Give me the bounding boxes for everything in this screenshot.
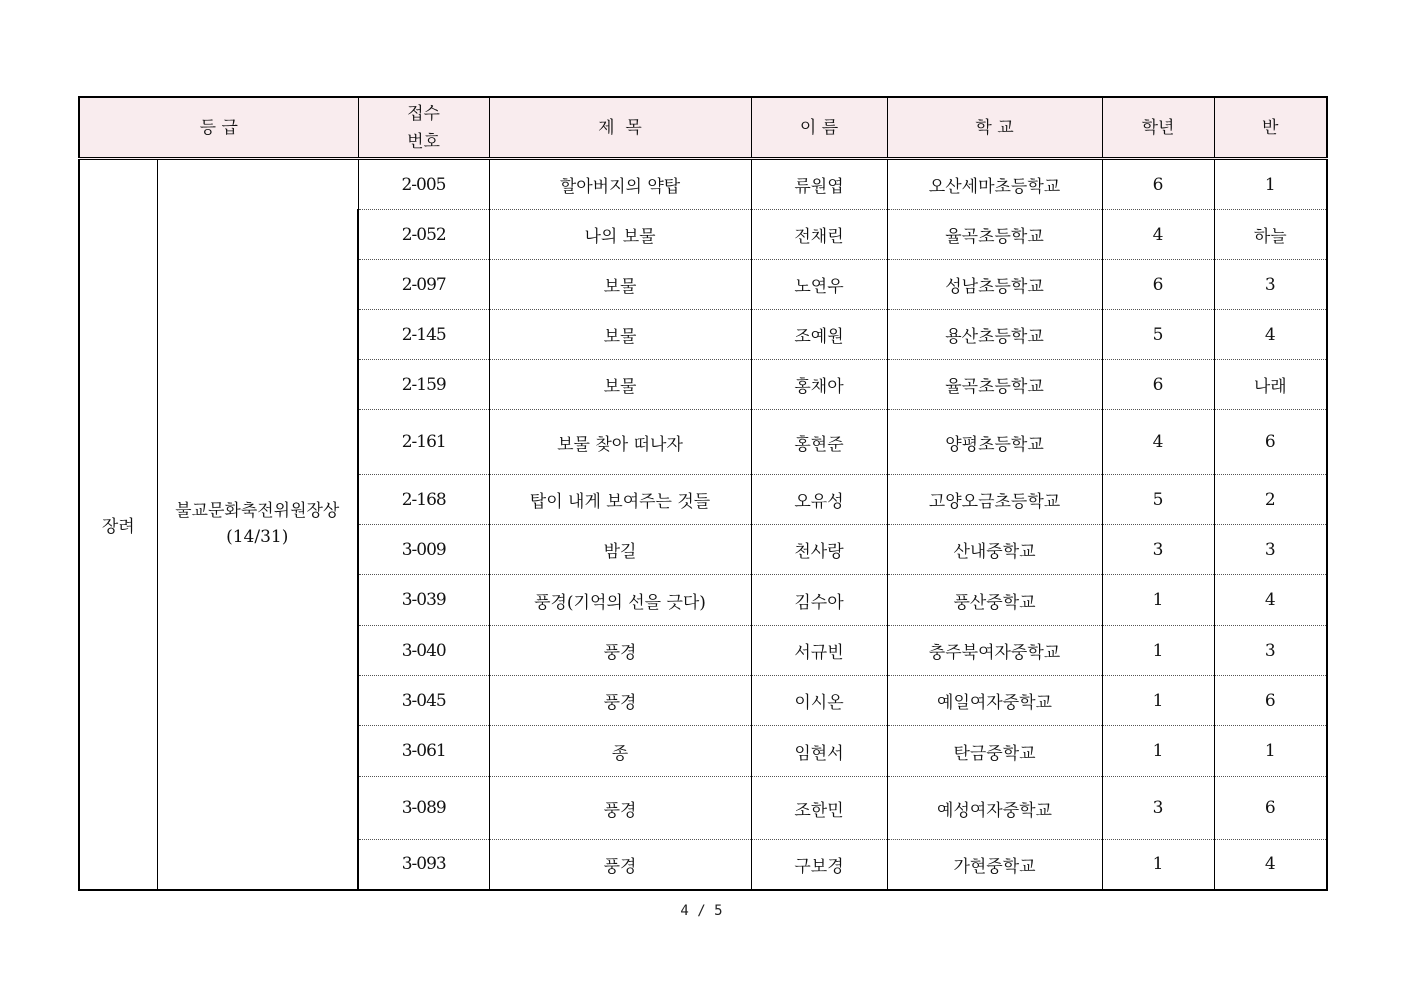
name-cell: 조예원	[751, 310, 887, 360]
year-cell: 6	[1102, 360, 1214, 410]
class-cell: 하늘	[1214, 210, 1327, 260]
school-cell: 고양오금초등학교	[887, 475, 1102, 525]
name-cell: 홍현준	[751, 410, 887, 475]
year-cell: 4	[1102, 410, 1214, 475]
title-cell: 할아버지의 약탑	[489, 159, 751, 210]
class-cell: 3	[1214, 626, 1327, 676]
school-cell: 산내중학교	[887, 525, 1102, 575]
name-cell: 천사랑	[751, 525, 887, 575]
entry-no-cell: 2-161	[358, 410, 489, 475]
title-cell: 풍경(기억의 선을 긋다)	[489, 575, 751, 626]
school-cell: 풍산중학교	[887, 575, 1102, 626]
class-cell: 4	[1214, 840, 1327, 890]
school-cell: 가현중학교	[887, 840, 1102, 890]
class-cell: 6	[1214, 777, 1327, 840]
school-cell: 성남초등학교	[887, 260, 1102, 310]
title-cell: 보물 찾아 떠나자	[489, 410, 751, 475]
school-cell: 양평초등학교	[887, 410, 1102, 475]
entry-no-cell: 3-040	[358, 626, 489, 676]
class-cell: 1	[1214, 159, 1327, 210]
table-row	[79, 159, 1327, 210]
name-cell: 노연우	[751, 260, 887, 310]
class-cell: 3	[1214, 260, 1327, 310]
year-cell: 3	[1102, 777, 1214, 840]
year-cell: 1	[1102, 626, 1214, 676]
year-cell: 4	[1102, 210, 1214, 260]
title-cell: 풍경	[489, 626, 751, 676]
entry-no-cell: 2-052	[358, 210, 489, 260]
entry-no-cell: 2-145	[358, 310, 489, 360]
title-cell: 보물	[489, 310, 751, 360]
name-cell: 이시온	[751, 676, 887, 726]
class-cell: 4	[1214, 575, 1327, 626]
school-cell: 오산세마초등학교	[887, 159, 1102, 210]
header-year: 학년	[1102, 97, 1214, 159]
title-cell: 나의 보물	[489, 210, 751, 260]
year-cell: 1	[1102, 726, 1214, 777]
entry-no-cell: 2-005	[358, 159, 489, 210]
title-cell: 보물	[489, 260, 751, 310]
title-cell: 풍경	[489, 777, 751, 840]
title-cell: 탑이 내게 보여주는 것들	[489, 475, 751, 525]
title-cell: 보물	[489, 360, 751, 410]
entry-no-cell: 3-009	[358, 525, 489, 575]
entry-no-cell: 3-039	[358, 575, 489, 626]
award-name: 불교문화축전위원장상	[175, 501, 340, 522]
class-cell: 3	[1214, 525, 1327, 575]
year-cell: 3	[1102, 525, 1214, 575]
awards-table	[78, 96, 1328, 891]
year-cell: 1	[1102, 840, 1214, 890]
name-cell: 조한민	[751, 777, 887, 840]
title-cell: 풍경	[489, 676, 751, 726]
class-cell: 나래	[1214, 360, 1327, 410]
entry-no-cell: 3-089	[358, 777, 489, 840]
title-cell: 종	[489, 726, 751, 777]
year-cell: 1	[1102, 676, 1214, 726]
entry-no-cell: 2-097	[358, 260, 489, 310]
class-cell: 2	[1214, 475, 1327, 525]
school-cell: 율곡초등학교	[887, 210, 1102, 260]
entry-no-cell: 3-093	[358, 840, 489, 890]
school-cell: 탄금중학교	[887, 726, 1102, 777]
class-cell: 1	[1214, 726, 1327, 777]
award-cell	[157, 159, 358, 890]
award-count: (14/31)	[226, 527, 289, 548]
year-cell: 5	[1102, 475, 1214, 525]
entry-no-cell: 2-159	[358, 360, 489, 410]
name-cell: 구보경	[751, 840, 887, 890]
header-entry-no-line2: 번호	[407, 131, 440, 152]
year-cell: 6	[1102, 260, 1214, 310]
header-school: 학 교	[887, 97, 1102, 159]
school-cell: 충주북여자중학교	[887, 626, 1102, 676]
school-cell: 용산초등학교	[887, 310, 1102, 360]
name-cell: 김수아	[751, 575, 887, 626]
class-cell: 6	[1214, 676, 1327, 726]
entry-no-cell: 3-045	[358, 676, 489, 726]
school-cell: 율곡초등학교	[887, 360, 1102, 410]
header-name: 이 름	[751, 97, 887, 159]
page-number: 4 / 5	[680, 903, 723, 919]
entry-no-cell: 2-168	[358, 475, 489, 525]
header-class: 반	[1214, 97, 1327, 159]
title-cell: 밤길	[489, 525, 751, 575]
school-cell: 예성여자중학교	[887, 777, 1102, 840]
name-cell: 홍채아	[751, 360, 887, 410]
header-grade: 등 급	[79, 97, 358, 159]
header-entry-no	[358, 97, 489, 159]
title-cell: 풍경	[489, 840, 751, 890]
header-title: 제 목	[489, 97, 751, 159]
name-cell: 서규빈	[751, 626, 887, 676]
school-cell: 예일여자중학교	[887, 676, 1102, 726]
name-cell: 류원엽	[751, 159, 887, 210]
year-cell: 6	[1102, 159, 1214, 210]
name-cell: 전채린	[751, 210, 887, 260]
table-header-row	[79, 97, 1327, 159]
year-cell: 1	[1102, 575, 1214, 626]
class-cell: 6	[1214, 410, 1327, 475]
year-cell: 5	[1102, 310, 1214, 360]
header-entry-no-line1: 접수	[407, 103, 440, 124]
table-body	[79, 159, 1327, 890]
class-cell: 4	[1214, 310, 1327, 360]
name-cell: 임현서	[751, 726, 887, 777]
entry-no-cell: 3-061	[358, 726, 489, 777]
grade-cell: 장려	[79, 159, 157, 890]
name-cell: 오유성	[751, 475, 887, 525]
